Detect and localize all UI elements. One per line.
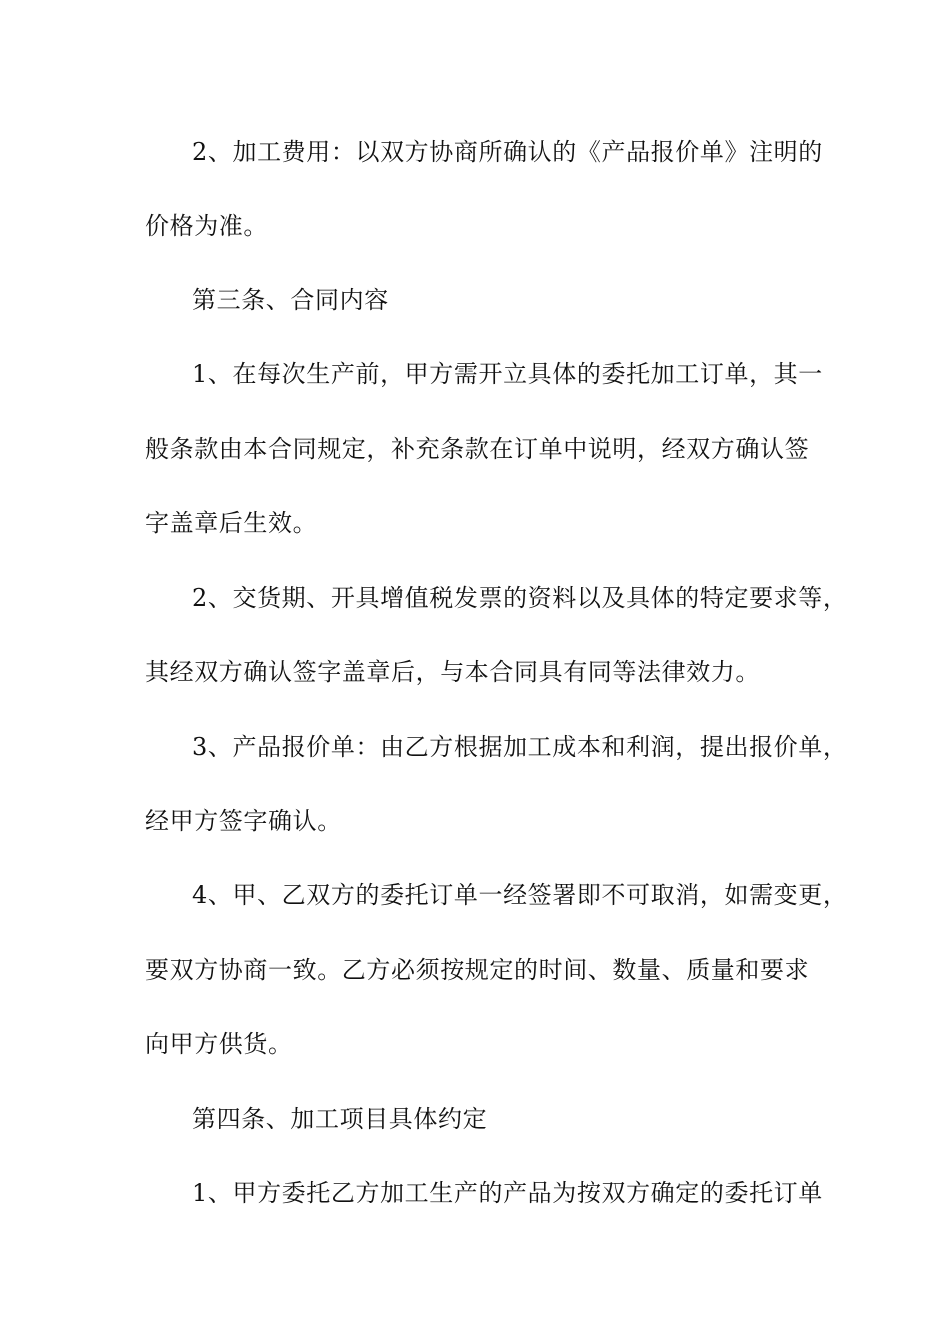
paragraph-order-line-1: 1、在每次生产前，甲方需开立具体的委托加工订单，其一 <box>192 360 823 388</box>
section-heading-article-4: 第四条、加工项目具体约定 <box>192 1105 488 1133</box>
paragraph-quotation-line-1: 3、产品报价单：由乙方根据加工成本和利润，提出报价单， <box>192 733 848 761</box>
paragraph-processing-fee-line-1: 2、加工费用：以双方协商所确认的《产品报价单》注明的 <box>192 138 823 166</box>
paragraph-order-line-3: 字盖章后生效。 <box>145 509 318 537</box>
paragraph-order-change-line-2: 要双方协商一致。乙方必须按规定的时间、数量、质量和要求 <box>145 956 810 984</box>
paragraph-order-change-line-3: 向甲方供货。 <box>145 1030 293 1058</box>
paragraph-order-change-line-1: 4、甲、乙双方的委托订单一经签署即不可取消，如需变更， <box>192 881 848 909</box>
paragraph-processing-fee-line-2: 价格为准。 <box>145 212 268 240</box>
paragraph-delivery-line-1: 2、交货期、开具增值税发票的资料以及具体的特定要求等， <box>192 584 848 612</box>
paragraph-order-line-2: 般条款由本合同规定，补充条款在订单中说明，经双方确认签 <box>145 435 810 463</box>
section-heading-article-3: 第三条、合同内容 <box>192 286 389 314</box>
paragraph-quotation-line-2: 经甲方签字确认。 <box>145 807 342 835</box>
paragraph-delivery-line-2: 其经双方确认签字盖章后，与本合同具有同等法律效力。 <box>145 658 760 686</box>
paragraph-products-line-1: 1、甲方委托乙方加工生产的产品为按双方确定的委托订单 <box>192 1179 823 1207</box>
